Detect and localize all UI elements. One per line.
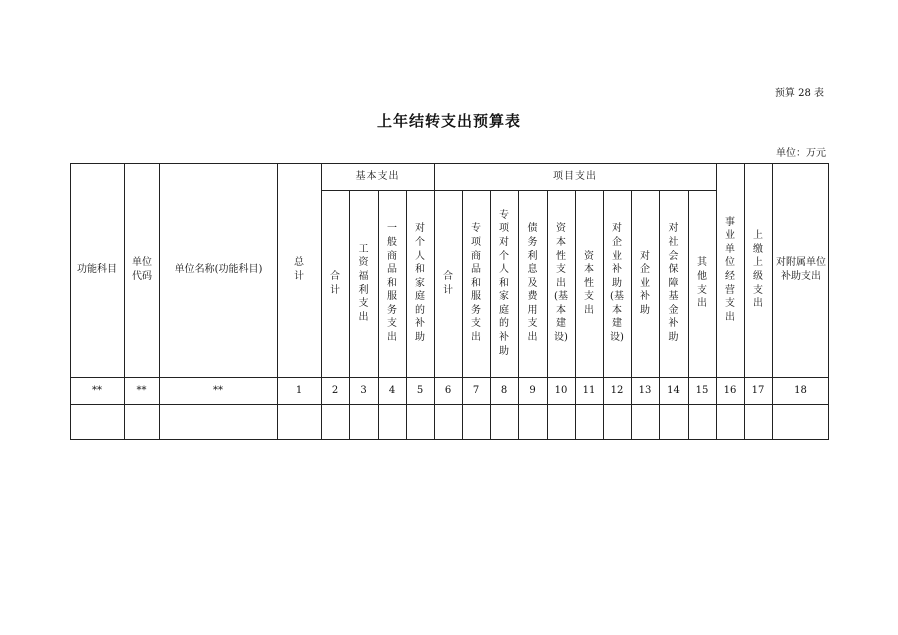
header-project-group: 项目支出 (553, 170, 597, 182)
header-proj-debt: 债 务 利 息 及 费 用 支 出 (527, 223, 538, 344)
header-proj-sum: 合 计 (443, 270, 453, 296)
header-unit-name: 单位名称(功能科目) (174, 264, 263, 276)
index-cell: ** (213, 384, 223, 396)
index-cell: 10 (554, 384, 568, 396)
header-basic-sum: 合 计 (330, 270, 340, 296)
header-func-subject: 功能科目 (77, 264, 117, 276)
index-cell: 1 (295, 384, 303, 396)
header-proj-ent-build: 对 企 业 补 助 (基 本 建 设) (610, 223, 624, 344)
index-cell: 4 (388, 384, 396, 396)
header-biz-expense: 事 业 单 位 经 营 支 出 (725, 216, 735, 323)
index-cell: 6 (444, 384, 452, 396)
index-cell: 9 (529, 384, 536, 396)
header-proj-goods: 专 项 商 品 和 服 务 支 出 (471, 223, 481, 344)
header-proj-ent: 对 企 业 补 助 (640, 250, 650, 316)
index-cell: 14 (667, 384, 680, 396)
index-cell: 5 (416, 384, 424, 396)
header-basic-subsidy: 对 个 人 和 家 庭 的 补 助 (415, 223, 425, 344)
page-title: 上年结转支出预算表 (376, 112, 521, 130)
header-proj-other: 其 他 支 出 (697, 257, 707, 310)
index-cell: 15 (695, 384, 709, 396)
index-cell: 3 (360, 384, 367, 396)
header-affiliate: 对附属单位补助支出 (776, 257, 826, 282)
header-total: 总 计 (294, 257, 304, 282)
header-proj-social: 对 社 会 保 障 基 金 补 助 (668, 223, 679, 344)
index-cell: 13 (638, 384, 652, 396)
header-basic-salary: 工 资 福 利 支 出 (358, 243, 369, 323)
table-number: 预算 28 表 (774, 88, 824, 99)
index-cell: 18 (794, 384, 807, 396)
header-basic-group: 基本支出 (355, 170, 400, 182)
header-proj-subsidy: 专 项 对 个 人 和 家 庭 的 补 助 (499, 209, 509, 357)
index-cell: 2 (331, 384, 339, 396)
index-cell: 17 (751, 384, 765, 396)
header-proj-capital: 资 本 性 支 出 (584, 250, 594, 316)
index-cell: 12 (610, 384, 624, 396)
unit-label: 单位：万元 (776, 148, 826, 159)
index-cell: 16 (723, 384, 737, 396)
index-cell: ** (136, 384, 147, 396)
header-unit-code: 单位代码 (132, 257, 152, 282)
index-cell: ** (92, 384, 102, 396)
index-cell: 8 (500, 384, 508, 396)
header-proj-capital-build: 资 本 性 支 出 (基 本 建 设) (554, 223, 568, 344)
budget-table (70, 163, 829, 440)
index-cell: 11 (582, 384, 596, 396)
header-basic-goods: 一 般 商 品 和 服 务 支 出 (387, 223, 397, 344)
index-cell: 7 (472, 384, 480, 396)
header-upper-pay: 上 缴 上 级 支 出 (753, 230, 763, 310)
